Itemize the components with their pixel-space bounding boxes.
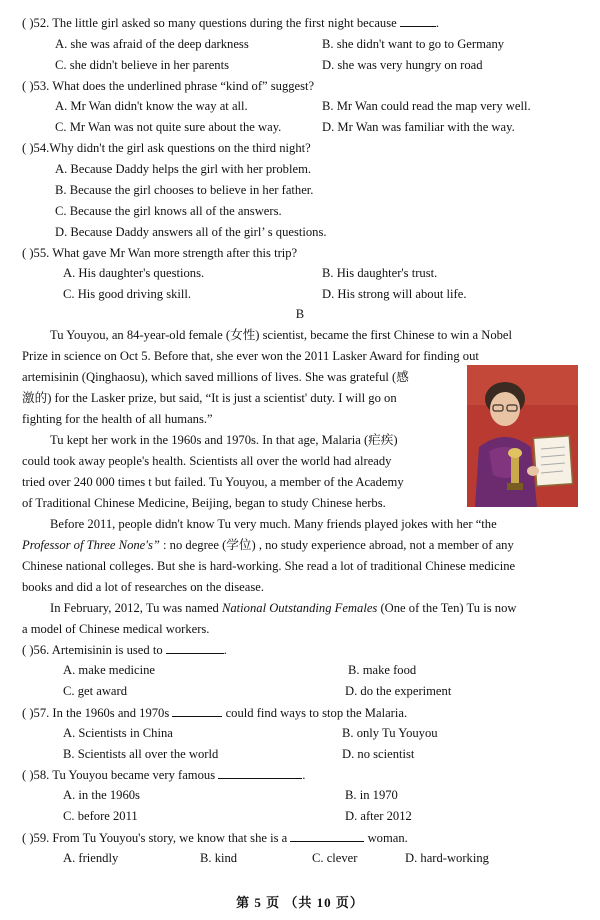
answer-blank bbox=[218, 766, 302, 779]
option-a: A. friendly bbox=[63, 851, 119, 865]
answer-blank bbox=[172, 704, 222, 717]
option-b: B. in 1970 bbox=[345, 788, 398, 802]
portrait-illustration bbox=[467, 365, 578, 507]
option-d: D. Mr Wan was familiar with the way. bbox=[322, 120, 515, 134]
option-d: D. His strong will about life. bbox=[322, 287, 467, 301]
option-c: C. before 2011 bbox=[63, 809, 138, 823]
option-b: B. only Tu Youyou bbox=[342, 726, 438, 740]
option-a: A. Scientists in China bbox=[63, 726, 173, 740]
option-c: B. Scientists all over the world bbox=[63, 747, 219, 761]
option-a: A. make medicine bbox=[63, 663, 155, 677]
option-d: D. no scientist bbox=[342, 747, 415, 761]
question-55: ( )55. What gave Mr Wan more strength after this trip? bbox=[22, 246, 298, 260]
question-52: ( )52. The little girl asked so many questions during the first night because . bbox=[22, 16, 440, 30]
option-c: C. get award bbox=[63, 684, 127, 698]
tu-youyou-photo bbox=[467, 365, 578, 507]
page-number: 第 5 页 （共 10 页） bbox=[236, 895, 364, 910]
option-d: D. she was very hungry on road bbox=[322, 58, 483, 72]
option-a: A. Mr Wan didn't know the way at all. bbox=[55, 99, 248, 113]
option-c: C. clever bbox=[312, 851, 358, 865]
option-b: B. she didn't want to go to Germany bbox=[322, 37, 505, 51]
option-b: B. make food bbox=[348, 663, 417, 677]
option-a: A. His daughter's questions. bbox=[63, 266, 205, 280]
question-57: ( )57. In the 1960s and 1970s could find ways to stop the Malaria. bbox=[22, 706, 408, 720]
option-c: C. Because the girl knows all of the answers. bbox=[55, 204, 282, 218]
reading-passage: Tu Youyou, an 84-year-old female (女性) scientist, became the first Chinese to win a Nobel Prize in science on Oct 5. Before that, she ever won the 2011 Lasker Award for finding out artemisinin (Qinghaosu), which saved millions of lives. She was grateful (感 激的) for the Lasker prize, but said, “It is just a scientist' duty. I will go on fighting for the health of all humans.” Tu kept her work in the 1960s and 1970s. In that age, Malaria (疟疾) could took away people's health. Scientists all over the world had already tried over 240 000 times t but failed. Tu Youyou, a member of the Academy of Traditional Chinese Medicine, Beijing, began to study Chinese herbs. Before 2011, people didn't know Tu very much. Many friends played jokes with her “the Professor of Three None's” : no degree (学位) , no study experience abroad, not a member of any Chinese national colleges. But she is hard-working. She read a lot of traditional Chinese medicine books and did a lot of researches on the disease. In February, 2012, Tu was named National Outstanding Females (One of the Ten) Tu is now a model of Chinese medical workers. bbox=[22, 328, 517, 636]
option-b: B. Mr Wan could read the map very well. bbox=[322, 99, 531, 113]
option-b: B. kind bbox=[200, 851, 238, 865]
question-54: ( )54.Why didn't the girl ask questions on the third night? bbox=[22, 141, 311, 155]
option-b: B. Because the girl chooses to believe in her father. bbox=[55, 183, 314, 197]
question-56: ( )56. Artemisinin is used to . bbox=[22, 643, 227, 657]
section-heading: B bbox=[295, 307, 305, 321]
question-53: ( )53. What does the underlined phrase “kind of” suggest? bbox=[22, 79, 315, 93]
answer-blank bbox=[290, 829, 364, 842]
option-a: A. she was afraid of the deep darkness bbox=[55, 37, 249, 51]
question-59: ( )59. From Tu Youyou's story, we know that she is a woman. bbox=[22, 831, 408, 845]
option-c: C. she didn't believe in her parents bbox=[55, 58, 229, 72]
option-a: A. in the 1960s bbox=[63, 788, 140, 802]
option-d: D. after 2012 bbox=[345, 809, 412, 823]
option-d: D. hard-working bbox=[405, 851, 489, 865]
option-b: B. His daughter's trust. bbox=[322, 266, 438, 280]
option-a: A. Because Daddy helps the girl with her problem. bbox=[55, 162, 312, 176]
answer-blank bbox=[166, 641, 224, 654]
option-d: D. do the experiment bbox=[345, 684, 452, 698]
option-d: D. Because Daddy answers all of the girl’ s questions. bbox=[55, 225, 327, 239]
question-58: ( )58. Tu Youyou became very famous . bbox=[22, 768, 306, 782]
option-c: C. Mr Wan was not quite sure about the way. bbox=[55, 120, 282, 134]
option-c: C. His good driving skill. bbox=[63, 287, 192, 301]
answer-blank bbox=[400, 14, 436, 27]
